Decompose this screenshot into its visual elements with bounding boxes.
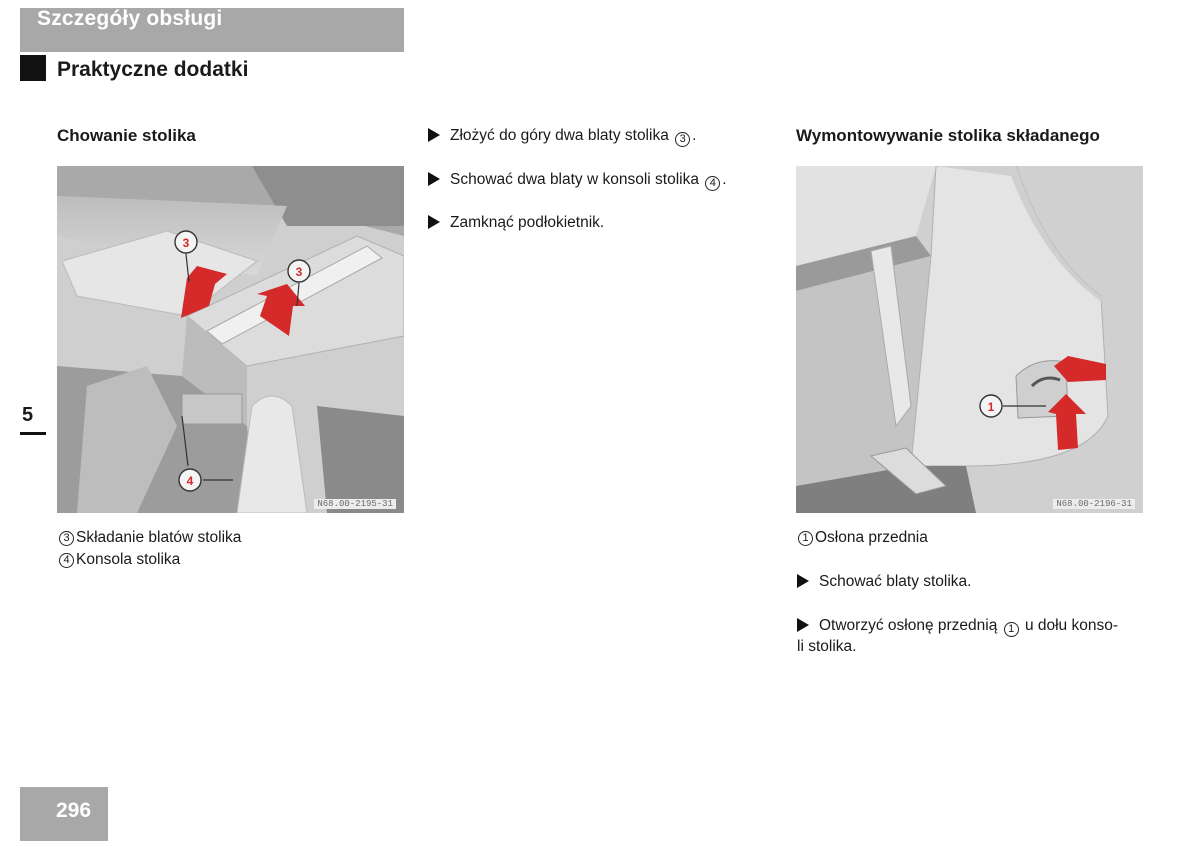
legend-number: 3	[59, 531, 74, 546]
step-text: li stolika.	[797, 638, 857, 655]
figure-code: N68.00-2196-31	[1053, 499, 1135, 509]
legend-item	[57, 549, 241, 571]
right-legend	[796, 527, 928, 549]
table-folding-illustration	[57, 166, 404, 513]
page-number-box	[20, 787, 108, 841]
step-bullet-icon	[428, 172, 440, 186]
left-legend	[57, 527, 241, 571]
figure-table-folding	[57, 166, 404, 513]
step-text: Otworzyć osłonę przednią	[819, 617, 1002, 634]
legend-item	[57, 527, 241, 549]
instruction-step	[428, 125, 696, 147]
step-text: Zamknąć podłokietnik.	[450, 214, 605, 231]
subsection-marker	[20, 55, 46, 81]
instruction-step	[428, 169, 727, 191]
legend-text: Konsola stolika	[76, 551, 181, 568]
callout-3b	[288, 260, 310, 282]
svg-text:4: 4	[186, 474, 194, 488]
instruction-step	[428, 212, 604, 233]
legend-text: Osłona przednia	[815, 529, 928, 546]
page-number: 296	[56, 799, 92, 822]
left-column-heading: Chowanie stolika	[57, 126, 196, 145]
callout-4	[179, 469, 201, 491]
chapter-underline	[20, 432, 46, 435]
step-text: Złożyć do góry dwa blaty stolika	[450, 127, 674, 144]
instruction-step	[797, 615, 1142, 637]
chapter-number: 5	[22, 404, 34, 426]
step-text: Schować blaty stolika.	[819, 573, 972, 590]
svg-text:3: 3	[295, 265, 303, 279]
step-bullet-icon	[428, 128, 440, 142]
figure-code: N68.00-2195-31	[314, 499, 396, 509]
step-bullet-icon	[797, 574, 809, 588]
step-reference-number: 1	[1004, 622, 1019, 637]
instruction-step	[797, 571, 972, 592]
legend-item	[796, 527, 928, 549]
step-text-end: .	[722, 171, 727, 188]
step-reference-number: 3	[675, 132, 690, 147]
legend-text: Składanie blatów stolika	[76, 529, 242, 546]
section-title: Szczegóły obsługi	[37, 7, 223, 30]
figure-table-removal	[796, 166, 1143, 513]
instruction-step-continuation	[797, 636, 856, 657]
svg-text:1: 1	[987, 400, 995, 414]
callout-3a	[175, 231, 197, 253]
table-removal-illustration	[796, 166, 1143, 513]
subsection-title: Praktyczne dodatki	[57, 58, 249, 81]
legend-number: 4	[59, 553, 74, 568]
legend-number: 1	[798, 531, 813, 546]
step-bullet-icon	[797, 618, 809, 632]
svg-text:3: 3	[182, 236, 190, 250]
right-column-heading: Wymontowywanie stolika składanego	[796, 126, 1100, 145]
step-reference-number: 4	[705, 176, 720, 191]
callout-1	[980, 395, 1002, 417]
step-text-cont: u dołu konso-	[1020, 617, 1119, 634]
step-text-end: .	[692, 127, 697, 144]
step-text: Schować dwa blaty w konsoli stolika	[450, 171, 704, 188]
step-bullet-icon	[428, 215, 440, 229]
